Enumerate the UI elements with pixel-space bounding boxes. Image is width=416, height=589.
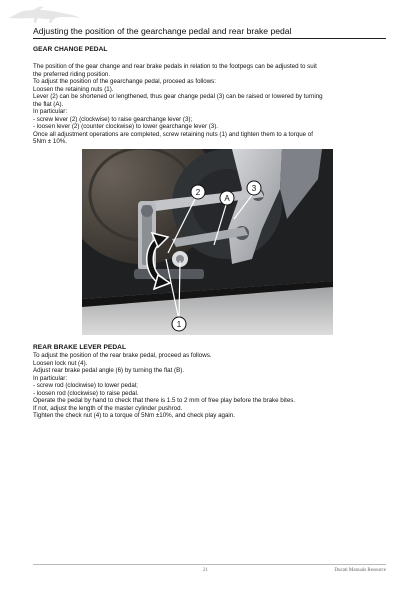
title-divider	[33, 38, 386, 39]
page-title: Adjusting the position of the gearchange pedal and rear brake pedal	[33, 26, 292, 36]
rear-brake-heading: REAR BRAKE LEVER PEDAL	[33, 344, 127, 351]
text-line: 5Nm ± 10%.	[33, 138, 68, 145]
text-line: the flat (A).	[33, 100, 64, 108]
text-line: If not, adjust the length of the master cylinder pushrod.	[33, 404, 183, 412]
pedal-illustration	[82, 149, 333, 335]
callout-1-label: 1	[176, 320, 182, 329]
callout-3-label: 3	[251, 184, 257, 193]
text-line: Tighten the check nut (4) to a torque of 5Nm ±10%, and check play again.	[33, 412, 235, 419]
footer-divider	[33, 564, 386, 565]
text-line: - loosen rod (clockwise) to raise pedal.	[33, 389, 139, 397]
text-line: - screw lever (2) (clockwise) to raise gearchange lever (3);	[33, 115, 193, 123]
text-line: The position of the gear change and rear brake pedals in relation to the footpegs can be adjusted to suit	[33, 63, 317, 70]
text-line: the preferred riding position.	[33, 70, 111, 78]
text-line: Adjust rear brake pedal angle (6) by turning the flat (B).	[33, 367, 184, 374]
gearchange-pedal-photo	[82, 149, 333, 335]
text-line: To adjust the position of the gearchange pedal, proceed as follows:	[33, 78, 216, 85]
text-line: - loosen lever (2) (counter clockwise) to lower gearchange lever (3).	[33, 123, 219, 130]
text-line: Operate the pedal by hand to check that there is 1.5 to 2 mm of free play before the brake bites.	[33, 397, 296, 404]
gear-change-heading: GEAR CHANGE PEDAL	[33, 46, 108, 53]
text-line: Loosen the retaining nuts (1).	[33, 85, 114, 93]
callout-a-label: A	[224, 194, 230, 203]
text-line: To adjust the position of the rear brake pedal, proceed as follows.	[33, 352, 212, 359]
text-line: Lever (2) can be shortened or lengthened, thus gear change pedal (3) can be raised or lowered by turning	[33, 93, 323, 100]
footer-brand: Ducati Manuals Resource	[334, 568, 386, 573]
dinosaur-watermark-icon	[4, 2, 84, 24]
text-line: - screw rod (clockwise) to lower pedal;	[33, 382, 138, 389]
gear-change-paragraph	[33, 63, 386, 146]
callout-2-label: 2	[195, 188, 201, 197]
text-line: Once all adjustment operations are completed, screw retaining nuts (1) and tighten them to a torque of	[33, 130, 313, 138]
rear-brake-paragraph	[33, 352, 386, 420]
text-line: In particular:	[33, 108, 68, 115]
text-line: In particular:	[33, 374, 68, 382]
text-line: Loosen lock nut (4).	[33, 359, 88, 367]
page-number: 21	[203, 568, 208, 573]
